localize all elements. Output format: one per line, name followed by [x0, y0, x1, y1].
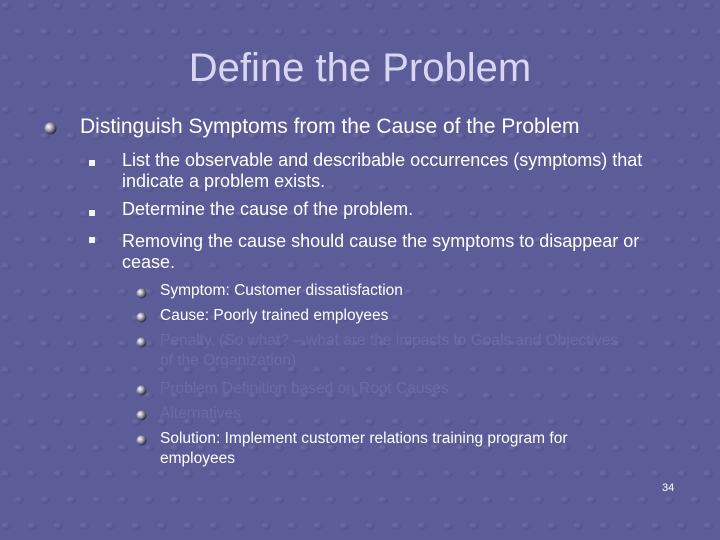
square-bullet-icon: [89, 237, 95, 243]
sphere-bullet-icon: [136, 288, 147, 299]
detail-item-text: Alternatives: [160, 405, 241, 422]
detail-item-text: Cause: Poorly trained employees: [160, 307, 389, 324]
sphere-bullet-icon: [136, 312, 147, 323]
sub-item-text: Removing the cause should cause the symptoms to disappear or cease.: [122, 231, 640, 272]
detail-item-text: Problem Definition based on Root Causes: [160, 380, 449, 397]
sphere-bullet-icon: [136, 435, 147, 446]
sphere-bullet-icon: [136, 385, 147, 396]
sub-item-text: List the observable and describable occurrences (symptoms) that indicate a problem exists.: [122, 150, 643, 191]
main-bullet-text: Distinguish Symptoms from the Cause of the Problem: [80, 115, 580, 138]
detail-item-text: Solution: Implement customer relations training program for employees: [160, 430, 568, 467]
page-number: 34: [662, 482, 675, 494]
detail-item-text: Penalty. (So what? – what are the impacts to Goals and Objectives of the Organization): [160, 332, 619, 369]
sub-item-text: Determine the cause of the problem.: [122, 199, 414, 219]
sphere-bullet-icon: [44, 122, 57, 135]
sphere-bullet-icon: [136, 337, 147, 348]
slide-title: Define the Problem: [188, 46, 532, 90]
detail-item-text: Symptom: Customer dissatisfaction: [160, 282, 403, 299]
sphere-bullet-icon: [136, 410, 147, 421]
square-bullet-icon: [89, 210, 95, 216]
square-bullet-icon: [89, 160, 95, 166]
